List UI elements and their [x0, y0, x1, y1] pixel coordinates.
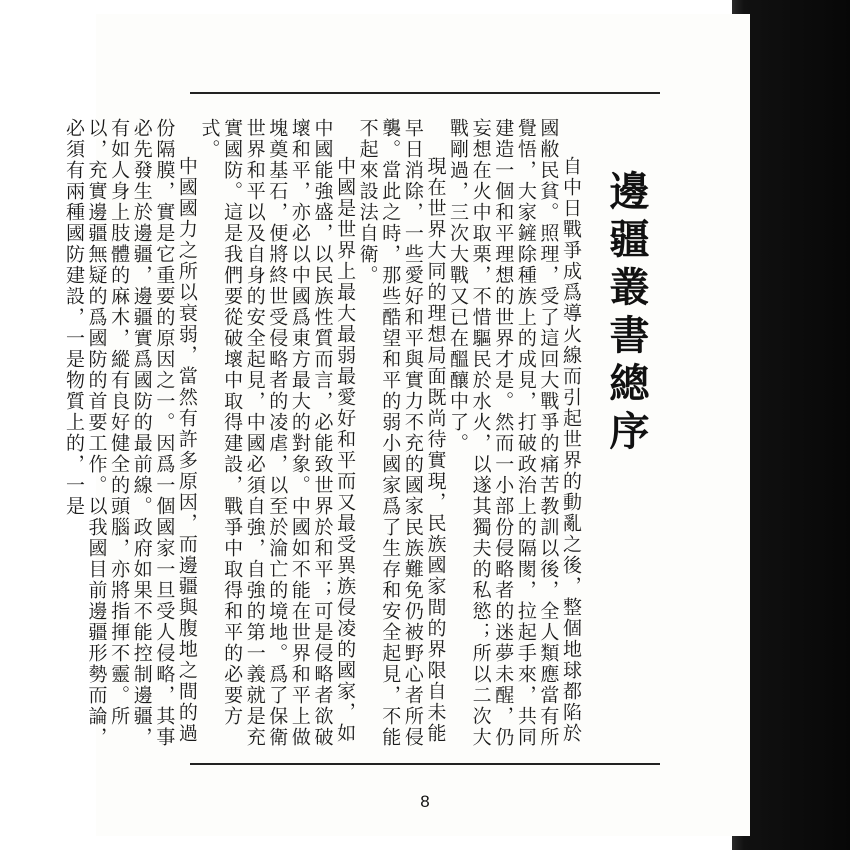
paragraph: 現在世界大同的理想局面既尚待實現，民族國家間的界限自未能早日消除，一些愛好和平與實力不充的國家民族難免仍被野心者所侵襲。當此之時，那些酷望和平的弱小國家爲了生存和安全起見，不能不起來設法自衛。 [356, 118, 447, 748]
body-text-block [62, 118, 582, 758]
top-rule-line [190, 92, 660, 94]
paragraph: 中國是世界上最大最弱最愛好和平而又最受異族侵凌的國家，如中國能強盛，以民族性質而言，必能致世界於和平；可是侵略者欲破壞和平，亦必以中國爲東方最大的對象。中國如不能在世界和平上做塊奠基石，便將終世受侵略者的凌虐，以至於淪亡的境地。爲了保衛世界和平以及自身的安全起見，中國必須自強，自強的第一義就是充實國防。這是我們要從破壞中取得建設，戰爭中取得和平的必要方式。 [198, 118, 357, 748]
paragraph: 自中日戰爭成爲導火線而引起世界的動亂之後，整個地球都陷於國敝民貧。照理，受了這回大戰爭的痛苦教訓以後，全人類應當有所覺悟，大家鏟除種族上的成見，打破政治上的隔閡，拉起手來，共同建造一個和平理想的世界才是。然而一小部份侵略者的迷夢未醒，仍妄想在火中取栗，不惜驅民於水火，以遂其獨夫的私慾；所以二次大戰剛過，三次大戰又已在醞釀中了。 [447, 118, 582, 748]
bottom-rule-line [190, 763, 660, 765]
document-title: 邊疆叢書總序 [603, 170, 650, 458]
page-number: 8 [420, 792, 430, 811]
paragraph: 中國國力之所以衰弱，當然有許多原因，而邊疆與腹地之間的過份隔膜，實是它重要的原因之一。因爲一個國家一旦受人侵略，其事必先發生於邊疆，邊疆實爲國防的最前線。政府如果不能控制邊疆，有如人身上肢體的麻木，縱有良好健全的頭腦，亦將指揮不靈。所以，充實邊疆無疑的爲國防的首要工作。以我國目前邊疆形勢而論，必須有兩種國防建設，一是物質上的，一是 [62, 118, 198, 748]
